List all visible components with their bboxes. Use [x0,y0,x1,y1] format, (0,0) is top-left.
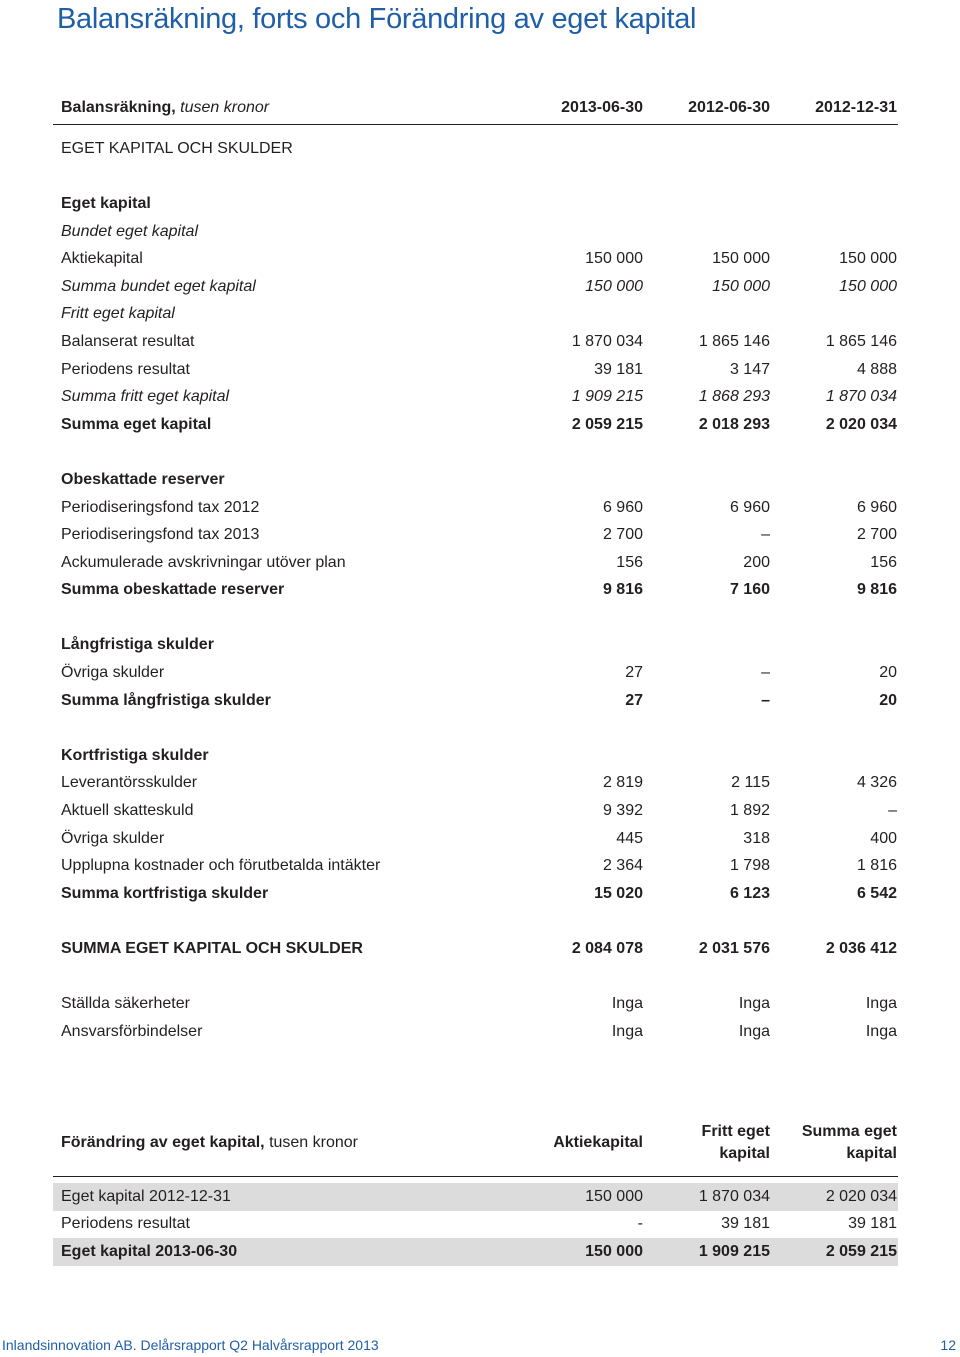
page-title: Balansräkning, forts och Förändring av eget kapital [57,3,697,35]
page-number: 12 [940,1337,956,1353]
changes-col-header-2: Fritt eget kapital [701,1123,770,1162]
total-row: Eget kapital 2013-06-30 150 000 1 909 215 2 059 215 [53,1238,898,1266]
total-row: Summa långfristiga skulder 27 – 20 [61,691,897,709]
total-row: Summa eget kapital 2 059 215 2 018 293 2 020 034 [61,415,897,433]
group-heading: Kortfristiga skulder [61,746,209,764]
subtotal-row: Summa bundet eget kapital 150 000 150 000 150 000 [61,277,897,295]
subgroup-heading: Bundet eget kapital [61,222,198,240]
col-header-2: 2012-06-30 [688,99,770,116]
changes-col-header-3: Summa eget kapital [801,1123,897,1162]
table-row: Ställda säkerheter Inga Inga Inga [61,995,897,1013]
table-row: Periodiseringsfond tax 2013 2 700 – 2 700 [61,526,897,544]
subtotal-row: Summa fritt eget kapital 1 909 215 1 868 293 1 870 034 [61,388,897,406]
table-row: Eget kapital 2012-12-31 150 000 1 870 034 2 020 034 [53,1183,898,1211]
total-row: Summa kortfristiga skulder 15 020 6 123 6 542 [61,884,897,902]
section-heading: EGET KAPITAL OCH SKULDER [61,139,293,157]
total-row: Summa obeskattade reserver 9 816 7 160 9 816 [61,581,897,599]
table-row: Upplupna kostnader och förutbetalda intäkter 2 364 1 798 1 816 [61,857,897,875]
group-heading: Långfristiga skulder [61,636,214,654]
table-row: Periodens resultat - 39 181 39 181 [61,1215,897,1233]
changes-col-header-1: Aktiekapital [553,1134,643,1151]
balance-header-label: Balansräkning, tusen kronor [61,99,270,116]
table-row: Övriga skulder 445 318 400 [61,829,897,847]
col-header-1: 2013-06-30 [561,99,643,116]
table-row: Övriga skulder 27 – 20 [61,664,897,682]
table-row: Aktiekapital 150 000 150 000 150 000 [61,250,897,268]
group-heading: Eget kapital [61,194,151,212]
table-row: Ackumulerade avskrivningar utöver plan 156 200 156 [61,553,897,571]
table-row: Balanserat resultat 1 870 034 1 865 146 1 865 146 [61,332,897,350]
table-row: Aktuell skatteskuld 9 392 1 892 – [61,802,897,820]
equity-changes-table [53,1110,898,1266]
subgroup-heading: Fritt eget kapital [61,305,175,323]
footer-text: Inlandsinnovation AB. Delårsrapport Q2 Halvårsrapport 2013 [2,1337,379,1353]
grand-total-row: SUMMA EGET KAPITAL OCH SKULDER 2 084 078 2 031 576 2 036 412 [61,940,897,958]
table-row: Periodens resultat 39 181 3 147 4 888 [61,360,897,378]
changes-header-row [53,1110,898,1177]
balance-sheet-table [53,92,898,1046]
table-row: Ansvarsförbindelser Inga Inga Inga [61,1022,897,1040]
table-row: Leverantörsskulder 2 819 2 115 4 326 [61,774,897,792]
balance-header-row [53,92,898,125]
changes-header-label: Förändring av eget kapital, tusen kronor [61,1134,358,1151]
col-header-3: 2012-12-31 [815,99,897,116]
table-row: Periodiseringsfond tax 2012 6 960 6 960 6 960 [61,498,897,516]
group-heading: Obeskattade reserver [61,470,225,488]
